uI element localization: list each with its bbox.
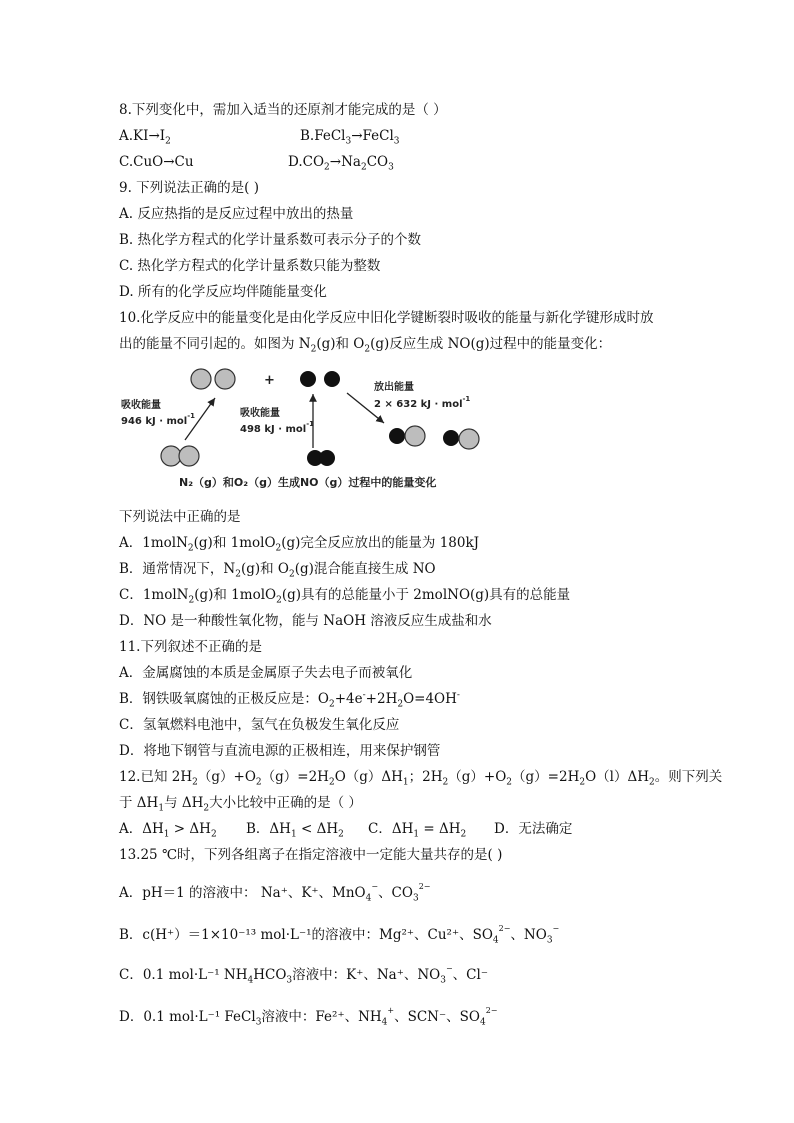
absorb-value-1: 946 kJ · mol$^{-1}$: [121, 412, 195, 427]
q8-stem: 8.下列变化中，需加入适当的还原剂才能完成的是（ ）: [119, 102, 447, 118]
release-value: 2 × 632 kJ · mol$^{-1}$: [374, 395, 471, 410]
plus-sign: +: [264, 373, 275, 388]
q11-option-a[interactable]: A．金属腐蚀的本质是金属原子失去电子而被氧化: [119, 665, 413, 681]
q12-option-b[interactable]: B．$\Delta H_1 < \Delta H_2$: [246, 821, 344, 840]
q10-option-a[interactable]: A．1molN$_2$(g)和 1molO$_2$(g)完全反应放出的能量为 180kJ: [119, 535, 480, 554]
q9-option-a[interactable]: A. 反应热指的是反应过程中放出的热量: [119, 206, 354, 222]
q11-option-b[interactable]: B．钢铁吸氧腐蚀的正极反应是：$O_2+4e^-+2H_2O=4OH^-$: [119, 690, 460, 710]
o-atom-top-1: [300, 371, 316, 387]
q13-option-d[interactable]: D．0.1 mol·L⁻¹ FeCl$_3$溶液中：Fe²⁺、$NH_4^+$、SCN⁻、$SO_4^{2-}$: [119, 1006, 498, 1028]
q12-option-d[interactable]: D．无法确定: [494, 821, 573, 837]
no1-o-atom: [389, 428, 405, 444]
q8-option-b[interactable]: B.FeCl$_3$→FeCl$_3$: [300, 128, 400, 147]
energy-diagram-svg: [119, 360, 489, 494]
q8-option-d[interactable]: $D.CO_2\to Na_2CO_3$: [288, 154, 394, 173]
q13-stem: 13.25 ℃时，下列各组离子在指定溶液中一定能大量共存的是( ): [119, 847, 503, 863]
n2-atom-1: [161, 446, 181, 466]
no1-n-atom: [405, 426, 425, 446]
q13-option-a[interactable]: A．pH＝1 的溶液中： Na⁺、K⁺、MnO$_4$−、$CO_3^{2-}$: [119, 882, 431, 904]
q13-option-c[interactable]: C．0.1 mol·L⁻¹ $NH_4HCO_3$溶液中：K⁺、Na⁺、$NO_3^-$、Cl⁻: [119, 964, 488, 986]
q10-prompt: 下列说法中正确的是: [119, 509, 241, 525]
absorb-label-2: 吸收能量: [240, 408, 280, 419]
release-label: 放出能量: [374, 382, 414, 393]
q11-option-c[interactable]: C．氢氧燃料电池中，氢气在负极发生氧化反应: [119, 717, 400, 733]
q10-option-d[interactable]: D．NO 是一种酸性氧化物，能与 NaOH 溶液反应生成盐和水: [119, 613, 492, 629]
q12-stem-line2: 于 $\Delta H_1$与 $\Delta H_2$大小比较中正确的是（ ）: [119, 795, 362, 814]
figure-caption: N₂（g）和O₂（g）生成NO（g）过程中的能量变化: [179, 476, 437, 489]
q12-option-c[interactable]: C．$\Delta H_1 = \Delta H_2$: [368, 821, 467, 840]
q11-stem: 11.下列叙述不正确的是: [119, 639, 262, 655]
no2-n-atom: [459, 429, 479, 449]
q10-stem-line1: 10.化学反应中的能量变化是由化学反应中旧化学键断裂时吸收的能量与新化学键形成时放: [119, 310, 654, 326]
q8-option-a[interactable]: $A.KI\to I_2$: [119, 128, 171, 147]
q8-option-c[interactable]: C.CuO→Cu: [119, 154, 194, 170]
energy-diagram: [119, 360, 489, 494]
q9-stem: 9. 下列说法正确的是( ): [119, 180, 259, 196]
q9-option-b[interactable]: B. 热化学方程式的化学计量系数可表示分子的个数: [119, 232, 422, 248]
o2-atom-2: [319, 450, 335, 466]
n-atom-top-1: [191, 369, 211, 389]
o-atom-top-2: [324, 371, 340, 387]
q10-stem-line2: 出的能量不同引起的。如图为 $N_2(g)$和 $O_2(g)$反应生成 NO(g)过程中的能量变化：: [119, 336, 612, 355]
q12-option-a[interactable]: A．$\Delta H_1 > \Delta H_2$: [119, 821, 217, 840]
q9-option-d[interactable]: D. 所有的化学反应均伴随能量变化: [119, 284, 327, 300]
q9-option-c[interactable]: C. 热化学方程式的化学计量系数只能为整数: [119, 258, 381, 274]
n-atom-top-2: [215, 369, 235, 389]
absorb-value-2: 498 kJ · mol$^{-1}$: [240, 420, 314, 435]
n2-atom-2: [179, 446, 199, 466]
no2-o-atom: [443, 430, 459, 446]
absorb-label-1: 吸收能量: [121, 400, 161, 411]
q13-option-b[interactable]: B．c(H⁺）＝1×10⁻¹³ mol·L⁻¹的溶液中：Mg²⁺、Cu²⁺、$SO_4^{2-}$、$NO_3^-$: [119, 924, 560, 946]
q11-option-d[interactable]: D．将地下钢管与直流电源的正极相连，用来保护钢管: [119, 743, 441, 759]
q12-stem-line1: 12.已知 $2H_2(g)+O_2(g)=2H_2O(g)\Delta H_1$；$2H_2(g)+O_2(g)=2H_2O(l)\Delta H_2$。则下列关: [119, 769, 723, 788]
q10-option-c[interactable]: C．1molN$_2$(g)和 1molO$_2$(g)具有的总能量小于 2molNO(g)具有的总能量: [119, 587, 571, 606]
q10-option-b[interactable]: B．通常情况下，$N_2(g)$和 $O_2(g)$混合能直接生成 NO: [119, 561, 436, 580]
